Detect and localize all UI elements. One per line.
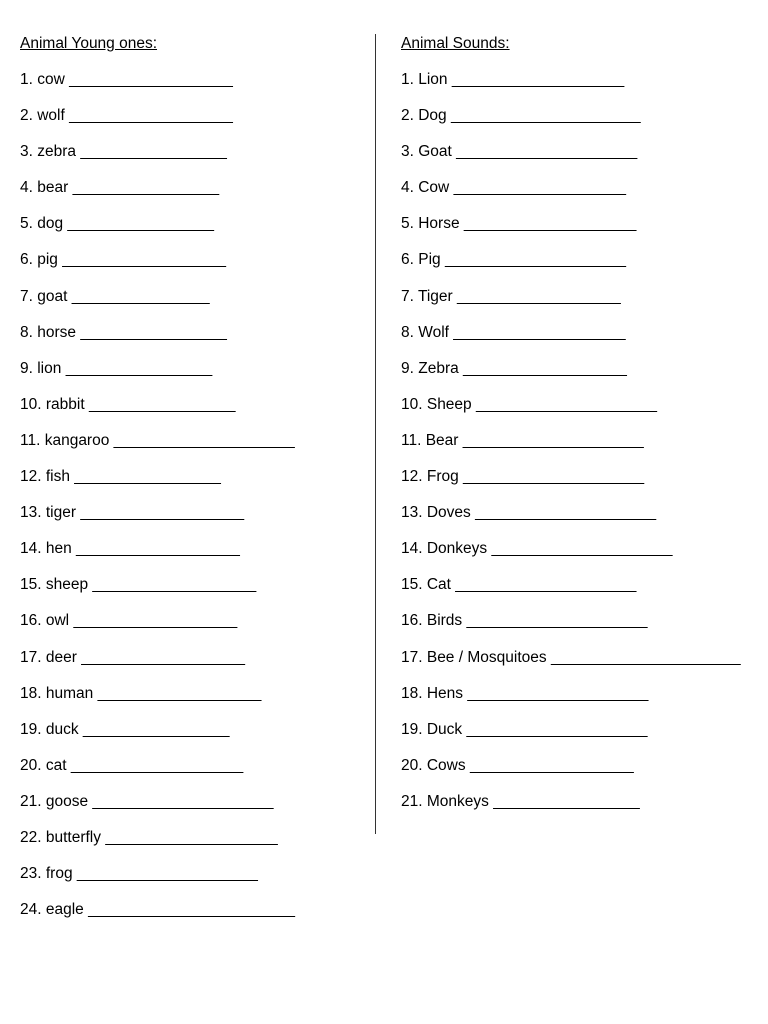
worksheet-item <box>20 611 365 631</box>
item-label: 23. frog <box>20 865 73 883</box>
item-label: 22. butterfly <box>20 828 101 846</box>
worksheet-item <box>401 142 761 162</box>
answer-blank: ___________________ <box>81 648 245 666</box>
item-label: 14. hen <box>20 540 72 558</box>
answer-blank: ____________________ <box>451 71 625 88</box>
worksheet-item <box>20 287 365 307</box>
item-label: 16. Birds <box>401 612 463 630</box>
worksheet-item <box>20 431 365 451</box>
answer-blank: _____________________ <box>466 720 648 738</box>
item-label: 17. deer <box>20 648 77 666</box>
answer-blank: ___________________ <box>69 71 233 88</box>
worksheet-item <box>20 756 365 776</box>
item-label: 5. dog <box>20 215 64 233</box>
worksheet-item <box>401 106 761 126</box>
worksheet-item <box>20 467 365 487</box>
answer-blank: ___________________ <box>97 684 262 702</box>
item-label: 19. duck <box>20 720 79 738</box>
answer-blank: _____________________ <box>491 540 673 558</box>
answer-blank: _________________ <box>65 359 213 377</box>
item-label: 2. wolf <box>20 107 65 125</box>
answer-blank: _________________ <box>493 792 640 810</box>
animal-sounds-list <box>401 70 761 812</box>
answer-blank: ___________________ <box>80 504 245 522</box>
answer-blank: ___________________ <box>457 287 621 305</box>
worksheet-item <box>401 70 761 90</box>
worksheet-item <box>20 142 365 162</box>
answer-blank: _____________________ <box>462 431 644 449</box>
worksheet-item <box>401 648 761 668</box>
answer-blank: ___________________ <box>62 251 227 269</box>
answer-blank: _________________ <box>72 179 220 197</box>
item-label: 18. Hens <box>401 684 464 702</box>
item-label: 15. Cat <box>401 576 451 594</box>
answer-blank: _________________ <box>67 215 214 233</box>
worksheet-item <box>20 106 365 126</box>
item-label: 5. Horse <box>401 215 460 233</box>
answer-blank: ____________________ <box>105 828 278 846</box>
answer-blank: _____________________ <box>466 612 648 630</box>
answer-blank: _____________________ <box>456 143 638 161</box>
item-label: 9. Zebra <box>401 359 459 377</box>
item-label: 1. cow <box>20 71 65 88</box>
worksheet-item <box>20 684 365 704</box>
worksheet-item <box>401 431 761 451</box>
worksheet-item <box>20 359 365 379</box>
worksheet-item <box>20 575 365 595</box>
item-label: 3. zebra <box>20 143 77 161</box>
answer-blank: ___________________ <box>69 107 233 125</box>
item-label: 4. bear <box>20 179 69 197</box>
worksheet-item <box>20 395 365 415</box>
worksheet-item <box>401 539 761 559</box>
item-label: 13. tiger <box>20 504 77 522</box>
animal-young-ones-column <box>20 34 365 936</box>
answer-blank: _________________ <box>82 720 230 738</box>
item-label: 8. Wolf <box>401 323 449 341</box>
answer-blank: _________________ <box>88 395 236 413</box>
item-label: 6. Pig <box>401 251 441 269</box>
answer-blank: ______________________ <box>450 107 641 125</box>
item-label: 19. Duck <box>401 720 463 738</box>
worksheet-item <box>401 178 761 198</box>
worksheet-item <box>20 323 365 343</box>
item-label: 12. Frog <box>401 468 459 486</box>
answer-blank: ____________________ <box>453 179 626 197</box>
worksheet-item <box>20 539 365 559</box>
column-divider <box>375 34 376 834</box>
item-label: 14. Donkeys <box>401 540 488 558</box>
answer-blank: _____________________ <box>476 395 658 413</box>
item-label: 17. Bee / Mosquitoes <box>401 648 547 666</box>
item-label: 16. owl <box>20 612 70 630</box>
worksheet-item <box>20 720 365 740</box>
item-label: 2. Dog <box>401 107 447 125</box>
worksheet-item <box>20 214 365 234</box>
worksheet-item <box>20 503 365 523</box>
worksheet-item <box>20 864 365 884</box>
answer-blank: _____________________ <box>463 468 645 486</box>
answer-blank: _________________ <box>80 323 227 341</box>
worksheet-item <box>401 395 761 415</box>
animal-sounds-heading: Animal Sounds: <box>401 35 510 52</box>
item-label: 10. rabbit <box>20 395 85 413</box>
item-label: 1. Lion <box>401 71 448 88</box>
worksheet-item <box>20 70 365 90</box>
item-label: 15. sheep <box>20 576 89 594</box>
item-label: 3. Goat <box>401 143 452 161</box>
item-label: 13. Doves <box>401 504 471 522</box>
animal-young-ones-list <box>20 70 365 920</box>
item-label: 12. fish <box>20 468 70 486</box>
answer-blank: _____________________ <box>475 504 657 522</box>
item-label: 21. Monkeys <box>401 792 489 810</box>
worksheet-item <box>401 503 761 523</box>
item-label: 4. Cow <box>401 179 450 197</box>
answer-blank: ____________________ <box>463 215 637 233</box>
answer-blank: ____________________ <box>70 756 244 774</box>
worksheet-item <box>401 756 761 776</box>
worksheet-item <box>401 467 761 487</box>
item-label: 11. Bear <box>401 431 459 449</box>
answer-blank: _____________________ <box>113 431 295 449</box>
item-label: 9. lion <box>20 359 62 377</box>
answer-blank: _____________________ <box>444 251 626 269</box>
item-label: 20. Cows <box>401 756 466 774</box>
answer-blank: ___________________ <box>73 612 238 630</box>
item-label: 6. pig <box>20 251 58 269</box>
item-label: 18. human <box>20 684 94 702</box>
worksheet-item <box>401 684 761 704</box>
answer-blank: ________________ <box>71 287 210 305</box>
answer-blank: _____________________ <box>467 684 649 702</box>
item-label: 10. Sheep <box>401 395 472 413</box>
item-label: 11. kangaroo <box>20 431 110 449</box>
animal-sounds-column <box>401 34 761 828</box>
worksheet-item <box>20 250 365 270</box>
worksheet-item <box>401 792 761 812</box>
worksheet-item <box>401 611 761 631</box>
item-label: 21. goose <box>20 792 89 810</box>
worksheet-item <box>20 900 365 920</box>
animal-young-ones-heading: Animal Young ones: <box>20 35 158 52</box>
worksheet-item <box>20 828 365 848</box>
item-label: 24. eagle <box>20 901 84 919</box>
item-label: 8. horse <box>20 323 77 341</box>
answer-blank: _____________________ <box>76 865 258 883</box>
answer-blank: ___________________ <box>76 540 240 558</box>
worksheet-item <box>401 214 761 234</box>
worksheet-item <box>401 287 761 307</box>
item-label: 20. cat <box>20 756 67 774</box>
answer-blank: _________________ <box>74 468 221 486</box>
answer-blank: ________________________ <box>88 901 295 919</box>
answer-blank: ___________________ <box>92 576 257 594</box>
worksheet-item <box>401 359 761 379</box>
worksheet-item <box>20 178 365 198</box>
item-label: 7. Tiger <box>401 287 453 305</box>
worksheet-item <box>20 792 365 812</box>
worksheet-item <box>20 648 365 668</box>
answer-blank: ____________________ <box>453 323 626 341</box>
answer-blank: _____________________ <box>92 792 274 810</box>
worksheet-item <box>401 323 761 343</box>
answer-blank: ___________________ <box>463 359 627 377</box>
item-label: 7. goat <box>20 287 68 305</box>
worksheet-item <box>401 720 761 740</box>
worksheet-item <box>401 250 761 270</box>
answer-blank: ___________________ <box>469 756 634 774</box>
answer-blank: _________________ <box>80 143 227 161</box>
worksheet-item <box>401 575 761 595</box>
answer-blank: _____________________ <box>455 576 637 594</box>
answer-blank: ______________________ <box>550 648 741 666</box>
